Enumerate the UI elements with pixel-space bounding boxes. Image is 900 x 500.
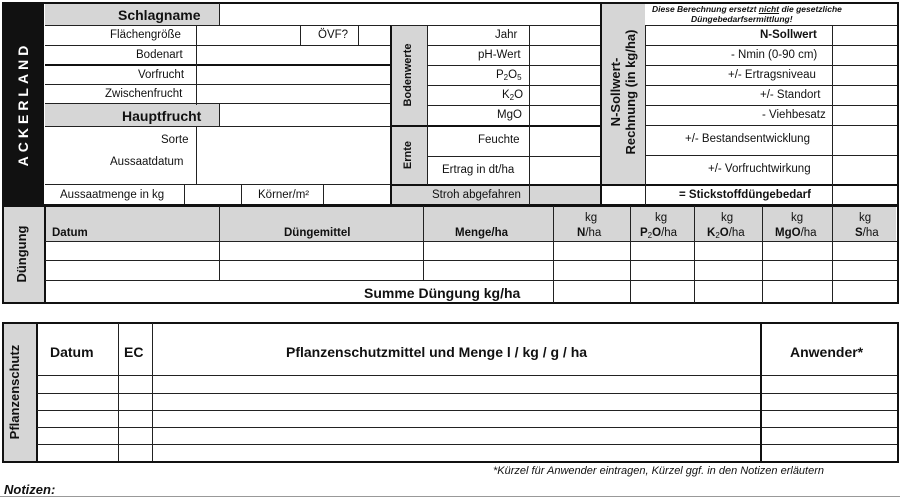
feuchte-label: Feuchte: [478, 134, 520, 146]
kg-s-unit: kg: [859, 212, 872, 224]
ackerland-label: ACKERLAND: [15, 41, 31, 167]
n-header: N/ha: [577, 227, 602, 239]
summe-duengung-label: Summe Düngung kg/ha: [364, 285, 521, 301]
duengung-datum: Datum: [52, 227, 88, 239]
sorte-label: Sorte: [161, 134, 189, 146]
disclaimer-line-1: Diese Berechnung ersetzt nicht die gesetzliche: [652, 4, 842, 14]
k2o-label: $K_2O$: [502, 89, 524, 102]
p2o5-header: $P_2O/ha$: [640, 227, 678, 240]
notizen-line: [0, 496, 900, 497]
mgo-label: MgO: [497, 109, 522, 121]
mgo-header: MgO/ha: [775, 227, 817, 239]
ertragsniveau-label: +/- Ertragsniveau: [728, 69, 816, 81]
oevf-label: ÖVF?: [318, 29, 349, 41]
notizen-label: Notizen:: [4, 482, 56, 497]
nsollwert-label: N-Sollwert: [760, 29, 817, 41]
vorfruchtwirkung-label: +/- Vorfruchtwirkung: [708, 163, 811, 175]
duengemittel-header: Düngemittel: [284, 227, 351, 239]
hauptfrucht-label: Hauptfrucht: [122, 108, 202, 124]
kg-mg-unit: kg: [791, 212, 804, 224]
aussaatdatum-label: Aussaatdatum: [110, 156, 184, 168]
bestand-label: +/- Bestandsentwicklung: [685, 133, 810, 145]
schlagname-label: Schlagname: [118, 7, 201, 23]
kg-k-unit: kg: [721, 212, 734, 224]
stroh-label: Stroh abgefahren: [432, 189, 521, 201]
anwender-footnote: *Kürzel für Anwender eintragen, Kürzel ggf. in den Notizen erläutern: [493, 465, 825, 477]
kg-n-unit: kg: [585, 212, 598, 224]
standort-label: +/- Standort: [760, 89, 821, 101]
zwischenfrucht-label: Zwischenfrucht: [105, 88, 183, 100]
ph-label: pH-Wert: [478, 49, 521, 61]
koerner-label: Körner/m²: [258, 189, 310, 201]
ps-anwender-header: Anwender*: [790, 344, 864, 360]
nmin-label: - Nmin (0-90 cm): [731, 49, 818, 61]
ernte-label: Ernte: [402, 140, 414, 170]
k2o-header: $K_2O/ha$: [707, 227, 745, 240]
disclaimer-line-2: Düngebedarfsermittlung!: [691, 14, 793, 24]
ertrag-label: Ertrag in dt/ha: [442, 164, 515, 176]
aussaatmenge-label: Aussaatmenge in kg: [60, 189, 165, 201]
vorfrucht-label: Vorfrucht: [138, 69, 185, 81]
bedarf-label: = Stickstoffdüngebedarf: [679, 189, 811, 201]
menge-header: Menge/ha: [455, 227, 509, 239]
nsoll-label-2: Rechnung (in kg/ha): [623, 29, 638, 155]
duengung-label: Düngung: [14, 225, 29, 283]
ps-ec-header: EC: [124, 344, 144, 360]
nsoll-label-1: N-Sollwert-: [608, 57, 623, 127]
s-header: S/ha: [855, 227, 879, 239]
flaechengroesse-label: Flächengröße: [110, 29, 181, 41]
viehbesatz-label: - Viehbesatz: [762, 109, 826, 121]
ps-mittel-header: Pflanzenschutzmittel und Menge l / kg / g / ha: [286, 344, 588, 360]
jahr-label: Jahr: [495, 29, 518, 41]
ps-datum-header: Datum: [50, 344, 94, 360]
bodenart-label: Bodenart: [136, 49, 183, 61]
kg-p-unit: kg: [655, 212, 668, 224]
bodenwerte-label: Bodenwerte: [402, 43, 414, 107]
pflanzenschutz-label: Pflanzenschutz: [7, 344, 22, 440]
p2o5-label: $P_2O_5$: [496, 69, 522, 82]
